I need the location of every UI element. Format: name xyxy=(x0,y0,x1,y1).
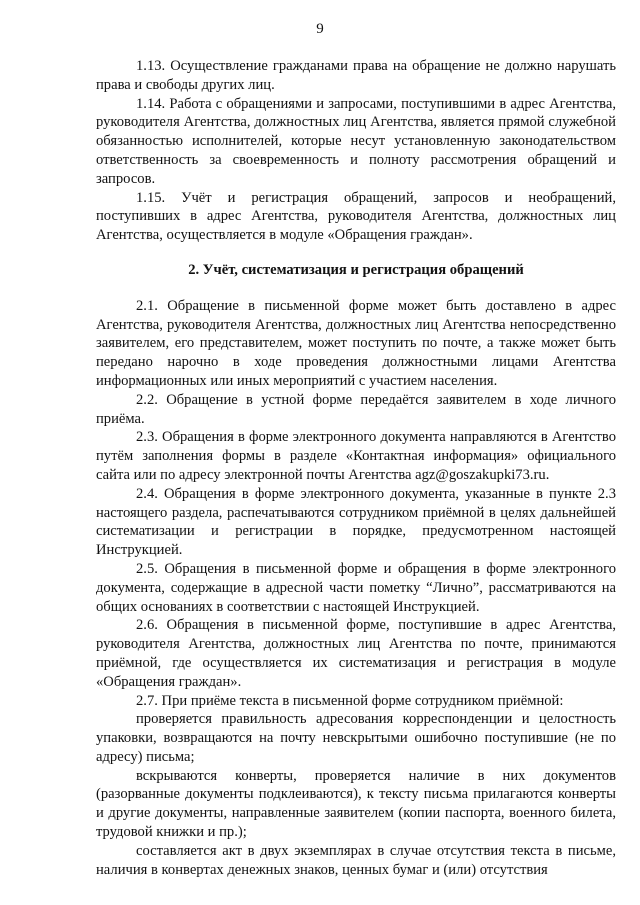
document-body xyxy=(96,57,616,879)
paragraph-1-13: 1.13. Осуществление гражданами права на обращение не должно нарушать права и свободы других лиц. xyxy=(96,58,616,93)
paragraph-2-7: 2.7. При приёме текста в письменной форме сотрудником приёмной: xyxy=(136,692,564,709)
list-item-address-check: проверяется правильность адресования корреспонденции и целостность упаковки, возвращаются на почту невскрытыми ошибочно поступившие (не по адресу) письма; xyxy=(96,711,616,765)
paragraph-2-5: 2.5. Обращения в письменной форме и обращения в форме электронного документа, содержащие в адресной части пометку “Лично”, рассматриваются на общих основаниях в соответствии с настоящей Инструкцией. xyxy=(96,560,616,615)
paragraph-2-6: 2.6. Обращения в письменной форме, поступившие в адрес Агентства, руководителя Агентства, должностных лиц Агентства по почте, принимаются приёмной, где осуществляется их систематизация и регистрация в модуле «Обращения граждан». xyxy=(96,617,616,690)
paragraph-2-4: 2.4. Обращения в форме электронного документа, указанные в пункте 2.3 настоящего раздела, распечатываются сотрудником приёмной в целях дальнейшей систематизации и регистрации в порядке, предусмотренном настоящей Инструкцией. xyxy=(96,485,616,559)
section-heading: 2. Учёт, систематизация и регистрация обращений xyxy=(188,261,524,278)
paragraph-2-1: 2.1. Обращение в письменной форме может быть доставлено в адрес Агентства, руководителя Агентства, должностных лиц Агентства непосредственно заявителем, его представителем, может поступить по почте, а также может быть передано нарочно в ходе проведения должностными лицами Агентства информационных или иных мероприятий с участием населения. xyxy=(96,297,616,389)
page-number: 9 xyxy=(316,21,324,37)
paragraph-1-15: 1.15. Учёт и регистрация обращений, запросов и необращений, поступивших в адрес Агентства, руководителя Агентства, должностных лиц Агентства, осуществляется в модуле «Обращения граждан». xyxy=(96,189,616,244)
paragraph-2-3: 2.3. Обращения в форме электронного документа направляются в Агентство путём заполнения формы в разделе «Контактная информация» официального сайта или по адресу электронной почты Агентства agz@goszakupki73.ru. xyxy=(96,429,616,483)
paragraph-2-2: 2.2. Обращение в устной форме передаётся заявителем в ходе личного приёма. xyxy=(96,391,616,427)
list-item-envelope-opening: вскрываются конверты, проверяется наличие в них документов (разорванные документы подклеиваются), к тексту письма прилагаются конверты и другие документы, направленные заявителем (копии паспорта, военного билета, трудовой книжки и пр.); xyxy=(96,767,616,841)
list-item-act-drafting: составляется акт в двух экземплярах в случае отсутствия текста в письме, наличия в конвертах денежных знаков, ценных бумаг и (или) отсутствия xyxy=(96,842,616,878)
paragraph-1-14: 1.14. Работа с обращениями и запросами, поступившими в адрес Агентства, руководителя Агентства, должностных лиц Агентства, является прямой служебной обязанностью исполнителей, которые несут установленную законодательством ответственность за своевременность и полноту рассмотрения обращений и запросов. xyxy=(96,95,616,187)
